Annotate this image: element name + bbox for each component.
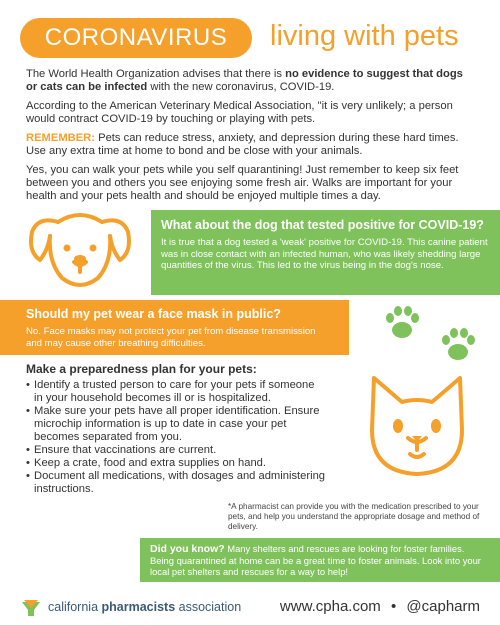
dog-covid-body: It is true that a dog tested a 'weak' positive for COVID-19. This canine patient was in close contact with an infected human, who was likely shedding large quantities of the virus. This led to the virus being in the dog's nose. [161, 237, 488, 271]
intro-emphasis: no evidence to suggest that dogs or cats can be infected [26, 68, 463, 93]
website-link[interactable]: www.cpha.com [279, 598, 381, 615]
cat-icon [352, 360, 482, 490]
intro-paragraph-who: The World Health Organization advises that there is no evidence to suggest that dogs or cats can be infected with the new coronavirus, COVID-19. [26, 68, 463, 93]
dog-covid-title: What about the dog that tested positive for COVID-19? [161, 218, 484, 232]
plan-item: • Identify a trusted person to care for your pets if someone in your household becomes ill or is hospitalized. [26, 379, 326, 405]
preparedness-plan [26, 362, 326, 496]
separator: • [390, 598, 397, 615]
title-pill: CORONAVIRUS [20, 18, 252, 58]
did-you-know-card [140, 538, 500, 582]
remember-label: REMEMBER: [26, 132, 95, 144]
plan-item: • Document all medications, with dosages and administering instructions. [26, 470, 326, 496]
plan-item: • Ensure that vaccinations are current. [26, 444, 326, 457]
page-subtitle: living with pets [270, 20, 459, 52]
cpha-logo-text: california pharmacists association [48, 600, 242, 614]
cpha-logo[interactable] [20, 596, 241, 618]
intro-paragraph-walk: Yes, you can walk your pets while you self quarantining! Just remember to keep six feet between you and others you see enjoying some fresh air. Walks are important for your health and your pets health and should be enjoyed multiple times a day. [26, 164, 459, 202]
plan-list [26, 379, 326, 496]
face-mask-body: No. Face masks may not protect your pet from disease transmission and may cause other breathing difficulties. [26, 326, 316, 349]
intro-paragraph-avma: According to the American Veterinary Medical Association, "it is very unlikely; a person would contract COVID-19 by touching or playing with pets. [26, 100, 453, 125]
intro-paragraph-remember: REMEMBER: Pets can reduce stress, anxiety, and depression during these hard times. Use any extra time at home to bond and be close with your animals. [26, 132, 459, 157]
pharmacist-note: *A pharmacist can provide you with the medication prescribed to your pets, and help you understand the appropriate dosage and method of delivery. [228, 502, 480, 531]
did-you-know-label: Did you know? [150, 543, 225, 555]
contact-links [280, 598, 480, 615]
plan-title: Make a preparedness plan for your pets: [26, 362, 257, 376]
plan-item: • Keep a crate, food and extra supplies on hand. [26, 457, 326, 470]
plan-item: • Make sure your pets have all proper identification. Ensure microchip information is up to date in case your pet becomes separated from you. [26, 405, 326, 444]
dog-covid-card [151, 210, 500, 295]
dog-icon [20, 200, 140, 295]
header [20, 14, 490, 62]
did-you-know-text: Many shelters and rescues are looking for foster families. Being quarantined at home can be a great time to foster animals. Look into your local pet shelters and rescues for a way to help! [150, 543, 481, 577]
cpha-logo-mark-icon [20, 596, 42, 618]
footer [0, 590, 500, 625]
social-handle-link[interactable]: @capharm [406, 598, 480, 615]
face-mask-title: Should my pet wear a face mask in public? [26, 307, 281, 321]
face-mask-card [0, 300, 349, 355]
intro-section [26, 68, 476, 209]
